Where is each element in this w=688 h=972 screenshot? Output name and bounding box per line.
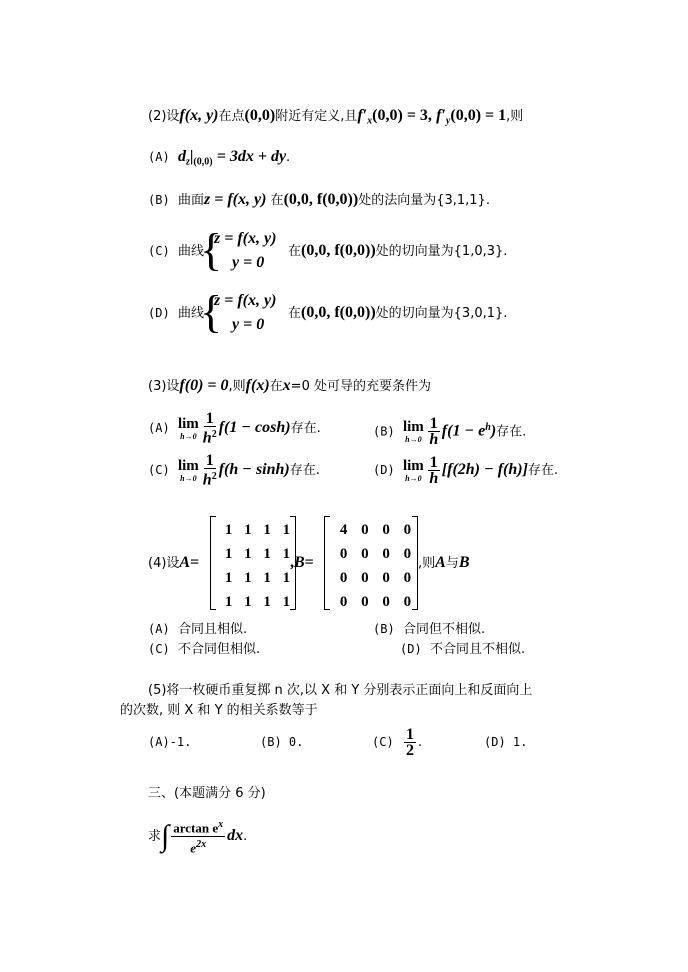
matrix-b-row — [333, 590, 418, 614]
section3-end: . — [243, 829, 248, 844]
matrix-a-cell: 1 — [263, 593, 271, 610]
q3-c-lim-text: lim — [177, 457, 199, 474]
q3-c-lim-sub: h→0 — [180, 473, 197, 483]
q4-c-text: 不合同但相似. — [177, 642, 261, 657]
matrix-b-cell: 4 — [339, 521, 348, 538]
q3-c-expr: f(h − sinh) — [218, 461, 290, 479]
matrix-a-cell: 1 — [263, 521, 271, 538]
q2-a-eval-sub: (0,0) — [193, 156, 213, 168]
q4-sep: , — [290, 554, 294, 571]
q2-d-label: (D) — [148, 306, 170, 320]
matrix-a-cell: 1 — [244, 569, 252, 586]
q5-stem-line1: (5)将一枚硬币重复掷 n 次,以 X 和 Y 分别表示正面向上和反面向上 — [148, 683, 533, 698]
q2-c-label: (C) — [148, 244, 170, 258]
q2-fy: f′ — [436, 107, 446, 124]
q3-d-exists: 存在. — [527, 463, 559, 478]
q4-d-text: 不合同且不相似. — [429, 642, 526, 657]
q3-stem — [148, 377, 431, 396]
matrix-b-cell: 0 — [403, 545, 412, 562]
q3-a-num: 1 — [205, 410, 214, 427]
q4-option-a — [148, 620, 247, 639]
matrix-b-cell: 0 — [382, 521, 390, 538]
matrix-b-cell: 0 — [403, 593, 412, 610]
q2-suffix: ,则 — [506, 109, 524, 124]
q3-prefix: (3)设 — [148, 379, 180, 394]
section3-dx: dx — [227, 827, 244, 844]
matrix-a-cell: 1 — [224, 593, 233, 610]
q3-t1: ,则 — [228, 379, 246, 394]
q3-a-lim — [178, 417, 199, 441]
q3-b-exists: 存在. — [496, 424, 527, 440]
section3-fraction — [171, 817, 225, 857]
q3-b-label: (B) — [373, 424, 395, 439]
section3-den: e — [190, 840, 197, 856]
q3-fx: f(x) — [245, 377, 270, 394]
q3-d-num: 1 — [429, 454, 438, 471]
q2-b-t1: 曲面 — [177, 193, 204, 208]
q2-c-point: (0,0, f(0,0)) — [301, 242, 376, 259]
q3-a-den-sup: 2 — [211, 429, 217, 440]
q5-c-end: . — [417, 735, 423, 750]
matrix-a-cell: 1 — [224, 545, 233, 562]
q4-prefix: (4)设 — [148, 556, 180, 571]
q2-fx: f′ — [357, 107, 368, 124]
matrix-a-row — [219, 518, 296, 542]
q4-option-b — [373, 620, 485, 639]
q4-stem-left — [148, 554, 199, 573]
q3-b-den: h — [429, 431, 439, 449]
q2-fy-arg: (0,0) = 1 — [450, 107, 507, 124]
matrix-a-cell: 1 — [282, 521, 291, 538]
q5-option-d: (D) 1. — [484, 735, 528, 749]
q3-b-fraction — [428, 416, 440, 447]
q2-a-eval-bar: | — [189, 148, 194, 165]
q5-c-label: (C) — [372, 735, 394, 749]
q4-option-c — [148, 640, 260, 659]
q2-fx-arg: (0,0) = 3, — [372, 107, 432, 124]
matrix-b-left-bracket — [324, 516, 330, 610]
matrix-b-cell: 0 — [403, 569, 412, 586]
q2-option-c-label — [148, 242, 204, 261]
q3-a-exists: 存在. — [290, 421, 321, 437]
matrix-a-cell: 1 — [282, 593, 291, 610]
q3-d-fraction — [428, 455, 440, 486]
matrix-a-cell: 1 — [224, 521, 233, 538]
matrix-b-cell: 0 — [339, 569, 348, 586]
q3-option-b — [373, 411, 526, 449]
q3-a-lim-text: lim — [177, 415, 199, 432]
q2-fy-sub: y — [445, 115, 451, 127]
section3-num-sup: x — [218, 818, 224, 830]
matrix-a-cell: 1 — [244, 593, 252, 610]
q5-option-a: (A)-1. — [148, 735, 192, 749]
matrix-b-cell: 0 — [361, 569, 369, 586]
matrix-a-table — [219, 518, 296, 614]
q2-option-d-label — [148, 304, 204, 323]
q4-a-eq: = — [190, 554, 200, 571]
matrix-a — [210, 516, 296, 610]
q2-option-b — [148, 191, 490, 210]
section3-den-sup: 2x — [196, 839, 207, 850]
q3-t3: =0 处可导的充要条件为 — [290, 379, 431, 394]
q4-a-text: 合同且相似. — [177, 622, 248, 637]
q3-c-exists: 存在. — [289, 463, 320, 479]
q2-fx-sub: x — [367, 115, 373, 127]
q4-stem-right — [418, 554, 470, 573]
q3-b-expr-pre: f(1 − e — [441, 422, 486, 440]
q3-condition: f(0) = 0 — [179, 377, 229, 394]
matrix-b-cell: 0 — [382, 545, 390, 562]
q4-a2: A — [435, 554, 446, 571]
q2-option-a — [148, 148, 290, 172]
q2-d-t1: 曲线 — [177, 306, 204, 321]
q2-c-eq2: y = 0 — [232, 254, 265, 271]
matrix-a-row — [219, 566, 296, 590]
matrix-b-cell: 0 — [361, 545, 369, 562]
matrix-a-cell: 1 — [263, 569, 271, 586]
matrix-b-cell: 0 — [339, 545, 348, 562]
q5-c-fraction — [404, 727, 416, 758]
q2-prefix: (2)设 — [148, 109, 180, 124]
q3-option-c — [148, 453, 320, 488]
q2-c-eq1: z = f(x, y) — [214, 230, 277, 247]
q2-c-t1: 曲线 — [177, 244, 204, 259]
q3-option-a — [148, 411, 321, 446]
matrix-b-row — [333, 566, 418, 590]
q3-d-lim-sub: h→0 — [405, 473, 422, 483]
q4-b-eq: = — [304, 554, 314, 571]
q4-stem-mid — [290, 554, 314, 573]
matrix-a-cell: 1 — [224, 569, 233, 586]
q2-option-d-tail — [288, 304, 507, 323]
section3-prefix: 求 — [148, 829, 162, 844]
q2-at-point: 在点 — [218, 109, 245, 124]
q2-d-eq2: y = 0 — [232, 316, 265, 333]
q3-option-d — [373, 453, 558, 488]
q4-option-d — [400, 640, 525, 659]
matrix-a-cell: 1 — [282, 545, 291, 562]
q3-d-lim-text: lim — [402, 457, 424, 474]
matrix-b-row — [333, 542, 418, 566]
q4-b-name: B — [294, 554, 305, 571]
q3-a-label: (A) — [148, 421, 170, 436]
matrix-b-cell: 0 — [339, 593, 348, 610]
q3-a-fraction — [203, 411, 217, 446]
q3-b-lim — [403, 420, 424, 444]
matrix-a-left-bracket — [210, 516, 216, 610]
q2-point: (0,0) — [244, 107, 276, 124]
q2-c-brace: { — [200, 224, 223, 275]
q2-a-d: d — [177, 148, 186, 165]
q4-b2: B — [458, 554, 470, 571]
q2-d-t2: 在 — [288, 306, 302, 321]
q3-c-num: 1 — [205, 452, 214, 469]
q5-c-num: 1 — [405, 726, 414, 743]
q3-c-label: (C) — [148, 463, 170, 478]
q2-b-point: (0,0, f(0,0)) — [283, 191, 359, 208]
q3-d-den: h — [429, 470, 439, 487]
q3-c-lim — [178, 459, 199, 483]
q2-b-t2: 在 — [270, 193, 284, 208]
q4-with: 与 — [445, 556, 459, 571]
q2-c-t2: 在 — [288, 244, 302, 259]
q2-b-t3: 处的法向量为{3,1,1}. — [358, 193, 490, 208]
q5-stem-line2: 的次数, 则 X 和 Y 的相关系数等于 — [120, 703, 318, 718]
q3-a-expr: f(1 − cosh) — [218, 419, 291, 437]
q3-d-lim — [403, 459, 424, 483]
q3-d-label: (D) — [373, 463, 395, 477]
q3-b-lim-sub: h→0 — [405, 434, 422, 444]
q3-a-lim-sub: h→0 — [180, 431, 197, 441]
q4-b-text: 合同但不相似. — [402, 622, 486, 637]
q3-b-expr-post: ) — [490, 422, 497, 440]
matrix-b-row — [333, 518, 418, 542]
q3-c-fraction — [203, 453, 217, 488]
q2-function: f(x, y) — [179, 107, 219, 124]
q2-d-eq1: z = f(x, y) — [214, 292, 277, 309]
q2-d-brace: { — [200, 286, 223, 337]
q3-b-expr-sup: h — [485, 422, 491, 433]
q2-middle: 附近有定义,且 — [275, 109, 358, 124]
q2-b-label: (B) — [148, 193, 170, 207]
q4-suffix: ,则 — [418, 556, 436, 571]
q4-b-label: (B) — [373, 622, 395, 636]
q3-x: x — [282, 377, 291, 394]
q3-b-num: 1 — [429, 415, 438, 433]
q5-option-c — [372, 722, 422, 763]
q4-c-label: (C) — [148, 642, 170, 656]
matrix-a-row — [219, 590, 296, 614]
q2-option-c-tail — [288, 242, 507, 261]
q4-a-name: A — [179, 554, 191, 571]
section3-num: arctan e — [173, 820, 219, 835]
matrix-a-cell: 1 — [244, 545, 252, 562]
q2-b-eq: z = f(x, y) — [203, 191, 267, 208]
q5-option-b: (B) 0. — [260, 735, 304, 749]
q3-c-den-sup: 2 — [211, 471, 217, 482]
matrix-a-row — [219, 542, 296, 566]
matrix-b-cell: 0 — [361, 521, 369, 538]
q3-t2: 在 — [269, 379, 283, 394]
q2-d-t3: 处的切向量为{3,0,1}. — [375, 306, 508, 321]
q2-c-t3: 处的切向量为{1,0,3}. — [375, 244, 508, 259]
matrix-a-cell: 1 — [282, 569, 291, 586]
q3-a-den: h — [202, 429, 212, 447]
integral-sign: ∫ — [161, 819, 170, 853]
q3-b-lim-text: lim — [402, 418, 424, 435]
matrix-b — [324, 516, 418, 610]
q2-a-label: (A) — [148, 150, 170, 164]
matrix-a-cell: 1 — [244, 521, 252, 538]
matrix-a-cell: 1 — [263, 545, 271, 562]
matrix-b-cell: 0 — [403, 521, 412, 538]
q2-d-point: (0,0, f(0,0)) — [301, 304, 376, 321]
matrix-b-table — [333, 518, 418, 614]
q2-a-d-sub: z — [185, 156, 190, 168]
section3-heading: 三、(本题满分 6 分) — [148, 786, 266, 801]
q3-d-expr: [f(2h) − f(h)] — [441, 461, 528, 478]
q2-a-rhs: = 3dx + dy — [216, 148, 287, 165]
matrix-b-cell: 0 — [361, 593, 369, 610]
matrix-b-cell: 0 — [382, 593, 390, 610]
section3-problem — [148, 814, 247, 859]
q4-a-label: (A) — [148, 622, 170, 636]
q5-c-den: 2 — [405, 742, 414, 759]
q4-d-label: (D) — [400, 642, 422, 656]
q3-c-den: h — [202, 471, 212, 489]
q2-a-end: . — [286, 150, 291, 165]
matrix-b-cell: 0 — [382, 569, 390, 586]
q2-stem — [148, 107, 523, 131]
